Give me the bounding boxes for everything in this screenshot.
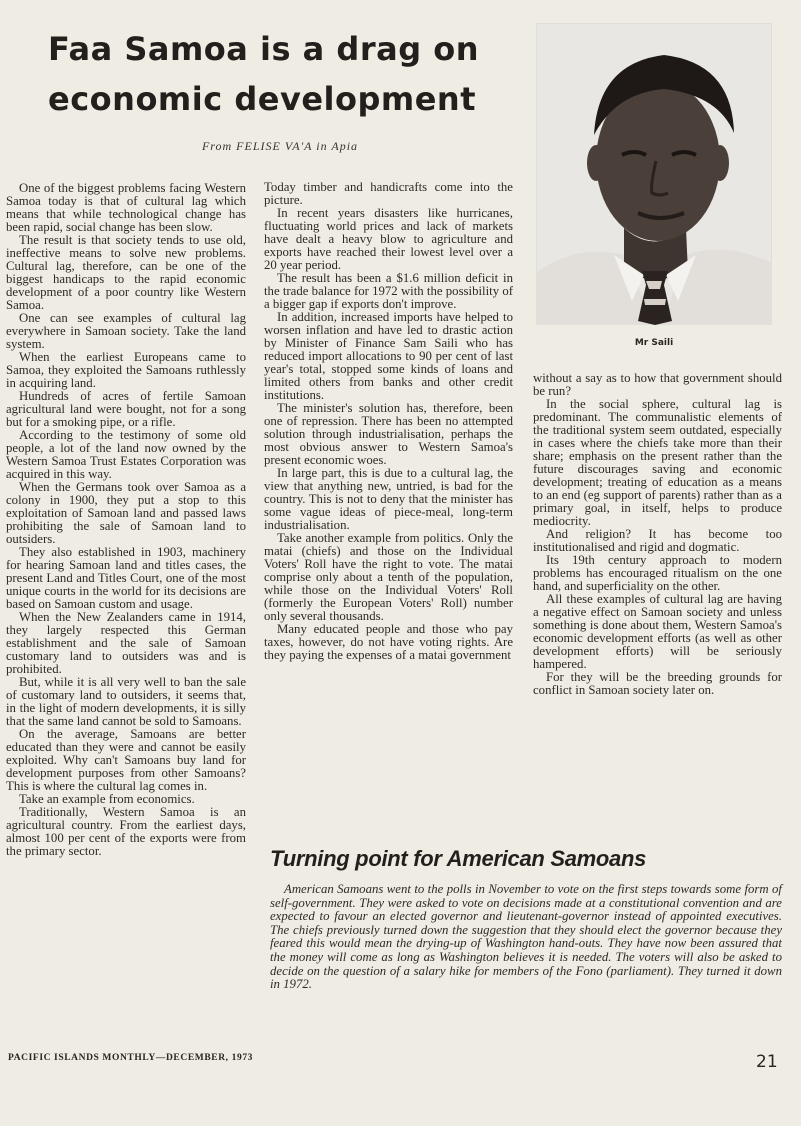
portrait-illustration — [536, 23, 772, 325]
paragraph: Take an example from economics. — [19, 792, 195, 806]
paragraph: When the earliest Europeans came to Samoa, they exploited the Samoans ruthlessly in acquiring land. — [6, 350, 246, 390]
article-column-2 — [264, 181, 513, 662]
sidebar-lede: American Samoans went to the polls in November to vote on the first steps towards some form of self-government. They were asked to vote on decisions made at a constitutional convention and are expected to favour an elected governor and lieutenant-governor instead of appointed executives. The chiefs previously turned down the suggestion that they should elect the governor because they feared this would mean the drying-up of Washington hand-outs. They have now been assured that the money will come as long as Washington believes it is needed. The voters will also be asked to decide on the question of a salary hike for members of the Fono (parliament). They turned it down in 1972. — [270, 882, 782, 992]
paragraph: And religion? It has become too institutionalised and rigid and dogmatic. — [533, 527, 782, 554]
paragraph: One can see examples of cultural lag everywhere in Samoan society. Take the land system. — [6, 311, 246, 351]
paragraph: When the Germans took over Samoa as a colony in 1900, they put a stop to this exploitation of Samoan land and passed laws prohibiting the sale of Samoan land to outsiders. — [6, 480, 246, 546]
paragraph: When the New Zealanders came in 1914, they largely respected this German establishment and the sale of Samoan customary land to outsiders was and is prohibited. — [6, 610, 246, 676]
paragraph: In large part, this is due to a cultural lag, the view that anything new, untried, is bad for the country. This is not to deny that the minister has some vague ideas of piece-meal, long-term industrialisation. — [264, 466, 513, 532]
paragraph: In the social sphere, cultural lag is predominant. The communalistic elements of the traditional system seem outdated, especially in cases where the chiefs take more than their share; emphasis on the present rather than the future discourages saving and economic development; treating of education as a means to an end (eg support of parents) rather than as a primary goal, in itself, helps to produce mediocrity. — [533, 397, 782, 528]
paragraph: Take another example from politics. Only the matai (chiefs) and those on the Individual Voters' Roll have the right to vote. The matai comprise only about a tenth of the population, while those on the Individual Voters' Roll (formerly the European Voters' Roll) number only several thousands. — [264, 531, 513, 623]
page-number: 21 — [756, 1052, 778, 1072]
paragraph: Today timber and handicrafts come into the picture. — [264, 180, 513, 207]
paragraph: In recent years disasters like hurricanes, fluctuating world prices and lack of markets have dealt a heavy blow to agriculture and exports have reached their lowest level over a 20 year period. — [264, 206, 513, 272]
paragraph: But, while it is all very well to ban the sale of customary land to outsiders, it seems that, in the light of modern developments, it is silly that the same land cannot be sold to Samoans. — [6, 675, 246, 728]
paragraph: They also established in 1903, machinery for hearing Samoan land and titles cases, the present Land and Titles Court, one of the most unique courts in the world for its decisions are based on Samoan custom and usage. — [6, 545, 246, 611]
headline: Faa Samoa is a drag on economic development — [48, 30, 479, 118]
paragraph: without a say as to how that government should be run? — [533, 371, 782, 398]
paragraph: One of the biggest problems facing Western Samoa today is that of cultural lag which means that while technological change has been rapid, social change has been slow. — [6, 181, 246, 234]
paragraph: For they will be the breeding grounds for conflict in Samoan society later on. — [533, 670, 782, 697]
sidebar-headline: Turning point for American Samoans — [270, 846, 647, 871]
paragraph: The minister's solution has, therefore, been one of repression. There has been no attempted solution through industrialisation, perhaps the most obvious answer to Western Samoa's present economic woes. — [264, 401, 513, 467]
paragraph: The result is that society tends to use old, ineffective means to solve new problems. Cultural lag, therefore, can be one of the biggest handicaps to the rapid economic development of a poor country like Western Samoa. — [6, 233, 246, 312]
paragraph: Its 19th century approach to modern problems has encouraged ritualism on the one hand, and superficiality on the other. — [533, 553, 782, 593]
article-column-3 — [533, 372, 782, 697]
paragraph: All these examples of cultural lag are having a negative effect on Samoan society and unless something is done about them, Western Samoa's economic development efforts (as well as other development efforts) will be seriously hampered. — [533, 592, 782, 671]
paragraph: Many educated people and those who pay taxes, however, do not have voting rights. Are they paying the expenses of a matai government — [264, 622, 513, 662]
article-column-1 — [6, 182, 246, 858]
paragraph: In addition, increased imports have helped to worsen inflation and have led to drastic action by Minister of Finance Sam Saili who has reduced import allocations to 90 per cent of last year's total, stopped some kinds of loans and limited others from banks and other credit institutions. — [264, 310, 513, 402]
paragraph: Hundreds of acres of fertile Samoan agricultural land were bought, not for a song but for a smoking pipe, or a rifle. — [6, 389, 246, 429]
portrait-photo — [536, 23, 772, 325]
paragraph: Traditionally, Western Samoa is an agricultural country. From the earliest days, almost 100 per cent of the exports were from the primary sector. — [6, 805, 246, 858]
paragraph: The result has been a $1.6 million deficit in the trade balance for 1972 with the possibility of a bigger gap if exports don't improve. — [264, 271, 513, 311]
paragraph: On the average, Samoans are better educated than they were and cannot be easily exploited. Why can't Samoans buy land for development purposes from other Samoans? This is where the cultural lag comes in. — [6, 727, 246, 793]
byline: From FELISE VA'A in Apia — [201, 139, 359, 153]
page-footer: PACIFIC ISLANDS MONTHLY—DECEMBER, 1973 — [8, 1053, 254, 1063]
paragraph: According to the testimony of some old people, a lot of the land now owned by the Western Samoa Trust Estates Corporation was acquired in this way. — [6, 428, 246, 481]
photo-caption: Mr Saili — [634, 338, 674, 348]
